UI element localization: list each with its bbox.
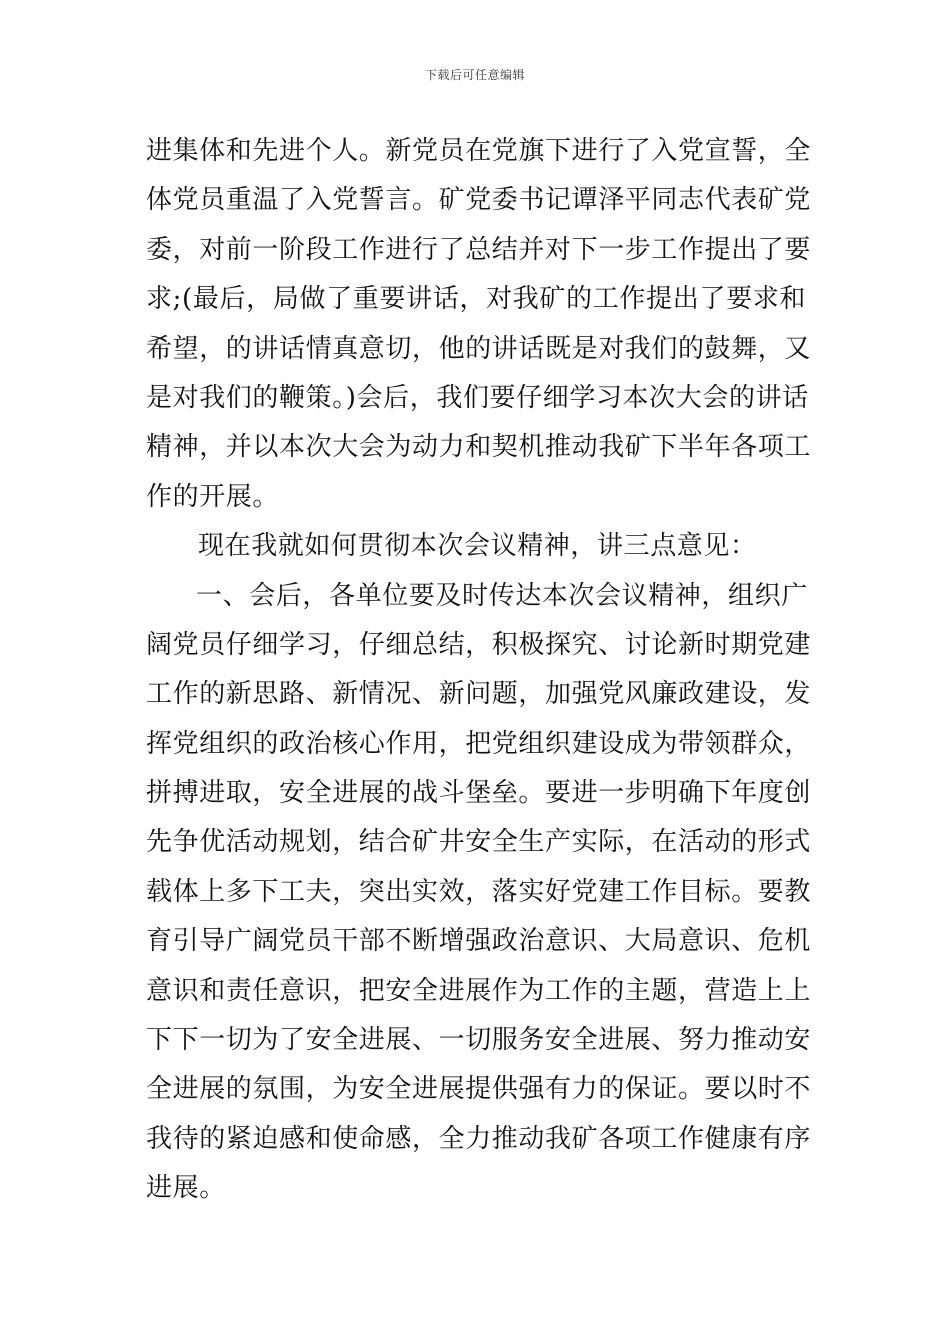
text-line: 精神，并以本次大会为动力和契机推动我矿下半年各项工 (146, 432, 812, 463)
text-line: 是对我们的鞭策。)会后，我们要仔细学习本次大会的讲话 (146, 382, 809, 413)
text-line: 体党员重温了入党誓言。矿党委书记谭泽平同志代表矿党 (146, 185, 812, 216)
text-line: 委，对前一阶段工作进行了总结并对下一步工作提出了要 (146, 234, 812, 265)
text-line: 意识和责任意识，把安全进展作为工作的主题，营造上上 (146, 975, 812, 1006)
text-line: 希望，的讲话情真意切，他的讲话既是对我们的鼓舞，又 (146, 333, 812, 364)
text-line: 挥党组织的政治核心作用，把党组织建设成为带领群众， (146, 728, 812, 759)
text-line: 育引导广阔党员干部不断增强政治意识、大局意识、危机 (146, 926, 812, 957)
text-line: 阔党员仔细学习，仔细总结，积极探究、讨论新时期党建 (146, 629, 812, 660)
text-line: 工作的新思路、新情况、新问题，加强党风廉政建设，发 (146, 679, 812, 710)
text-line: 我待的紧迫感和使命感，全力推动我矿各项工作健康有序 (146, 1123, 812, 1154)
document-body (146, 132, 812, 1219)
text-line: 下下一切为了安全进展、一切服务安全进展、努力推动安 (146, 1025, 812, 1056)
text-line: 进集体和先进个人。新党员在党旗下进行了入党宣誓，全 (146, 136, 812, 166)
text-line: 作的开展。 (146, 481, 280, 512)
text-line: 载体上多下工夫，突出实效，落实好党建工作目标。要教 (146, 876, 812, 907)
text-line: 全进展的氛围，为安全进展提供强有力的保证。要以时不 (146, 1074, 812, 1105)
intro-sentence: 现在我就如何贯彻本次会议精神，讲三点意见： (198, 531, 757, 562)
text-line: 进展。 (146, 1173, 226, 1204)
text-line: 一、会后，各单位要及时传达本次会议精神，组织广 (196, 580, 808, 611)
text-line: 先争优活动规划，结合矿井安全生产实际，在活动的形式 (146, 827, 812, 858)
text-line: 拼搏进取，安全进展的战斗堡垒。要进一步明确下年度创 (146, 778, 812, 809)
page-header-note: 下载后可任意编辑 (424, 68, 525, 82)
text-line: 求;(最后，局做了重要讲话，对我矿的工作提出了要求和 (146, 284, 806, 315)
